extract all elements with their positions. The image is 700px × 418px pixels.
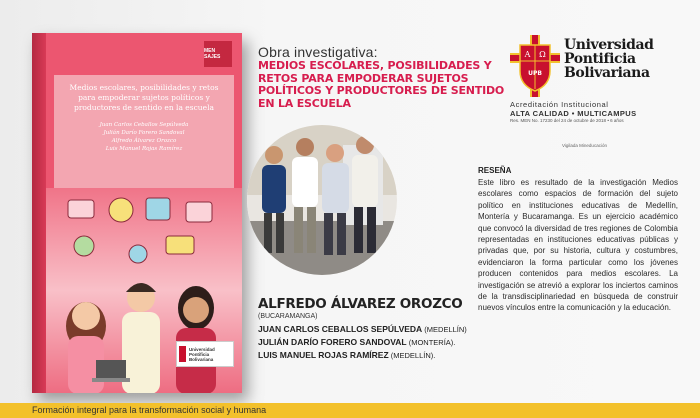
book-spine xyxy=(32,33,46,393)
accreditation-sub: ALTA CALIDAD • MULTICAMPUS xyxy=(510,108,637,118)
obra-label: Obra investigativa: xyxy=(258,44,378,60)
co-author xyxy=(258,336,488,349)
authors-photo-illustration xyxy=(247,125,397,275)
resena-text: Este libro es resultado de la investigación Medios escolares como espacios de formación del sujeto político en instituciones educativas de Medellín, Montería y Bucaramanga. Es un ejercicio académico que convocó la diversidad de tres regiones de Colombia representadas en instituciones educativas públicas y privadas que, por su historia, cultura y costumbres, evidenciaron la forma particular como los jóvenes producen contenidos para medios escolares. La investigación se atrevió a explorar los inciertos caminos de la transdisciplinariedad en búsqueda de construir nuevos vínculos entre la comunicación y la educación. xyxy=(478,178,678,313)
back-shield-icon xyxy=(179,346,186,362)
publisher-mark xyxy=(204,41,232,67)
university-name xyxy=(564,38,654,80)
book-author: Alfredo Álvarez Orozco xyxy=(111,138,177,144)
laptop-shape xyxy=(92,360,130,382)
co-author-city: (MEDELLÍN). xyxy=(388,351,436,360)
resena-title: RESEÑA xyxy=(478,166,512,175)
university-name-line: Universidad xyxy=(564,37,654,53)
shield-omega: Ω xyxy=(539,50,546,59)
university-name-line: Bolivariana xyxy=(564,65,650,81)
co-author-name: JUAN CARLOS CEBALLOS SEPÚLVEDA xyxy=(258,324,423,334)
book-illustration xyxy=(46,188,242,393)
boy-figure-center xyxy=(122,283,160,393)
university-name-line: Pontificia xyxy=(564,51,636,67)
co-author xyxy=(258,349,488,362)
co-author xyxy=(258,323,488,336)
footer-bar xyxy=(0,403,700,418)
accreditation-resolution: Res. MEN No. 17230 del 24 de octubre de 2018 • 6 años xyxy=(510,118,624,123)
main-author-name: ALFREDO ÁLVAREZ OROZCO xyxy=(258,296,463,312)
university-logo xyxy=(510,35,670,148)
book-authors xyxy=(60,121,228,153)
back-logo-text: Universidad Pontificia Bolivariana xyxy=(188,346,215,362)
shield-alpha: Α xyxy=(524,50,531,59)
book-author: Juan Carlos Ceballos Sepúlveda xyxy=(99,122,189,128)
university-shield-icon xyxy=(510,35,560,97)
shield-upb: UPB xyxy=(528,70,542,77)
girl-figure-right xyxy=(176,286,216,393)
authors-block xyxy=(258,296,488,362)
book-title-panel xyxy=(54,75,234,190)
book-title: Medios escolares, posibilidades y retos para empoderar sujetos políticos y productores de sentido en la escuela xyxy=(69,83,219,112)
vigilada-label: Vigilada Mineducación xyxy=(562,143,607,148)
co-author-city: (MEDELLÍN) xyxy=(422,325,467,334)
publisher-mark-text: MEN SAJES xyxy=(204,48,221,60)
accreditation-title: Acreditación Institucional xyxy=(510,100,609,109)
accreditation xyxy=(510,101,660,124)
book-cover xyxy=(32,33,242,393)
authors-photo xyxy=(247,125,397,275)
back-logo-box xyxy=(176,341,234,367)
footer-text: Formación integral para la transformación social y humana xyxy=(32,405,267,415)
page-title: MEDIOS ESCOLARES, POSIBILIDADES Y RETOS PARA EMPODERAR SUJETOS POLÍTICOS Y PRODUCTORES DE SENTIDO EN LA ESCUELA xyxy=(258,59,505,110)
co-author-name: LUIS MANUEL ROJAS RAMÍREZ xyxy=(258,350,389,360)
co-author-city: (MONTERÍA). xyxy=(406,338,456,347)
co-author-name: JULIÁN DARÍO FORERO SANDOVAL xyxy=(258,337,407,347)
book-author: Luis Manuel Rojas Ramírez xyxy=(105,146,183,152)
main-author-city: (BUCARAMANGA) xyxy=(258,313,318,320)
book-author: Julián Darío Forero Sandoval xyxy=(103,130,185,136)
doodle-shapes xyxy=(68,198,212,263)
